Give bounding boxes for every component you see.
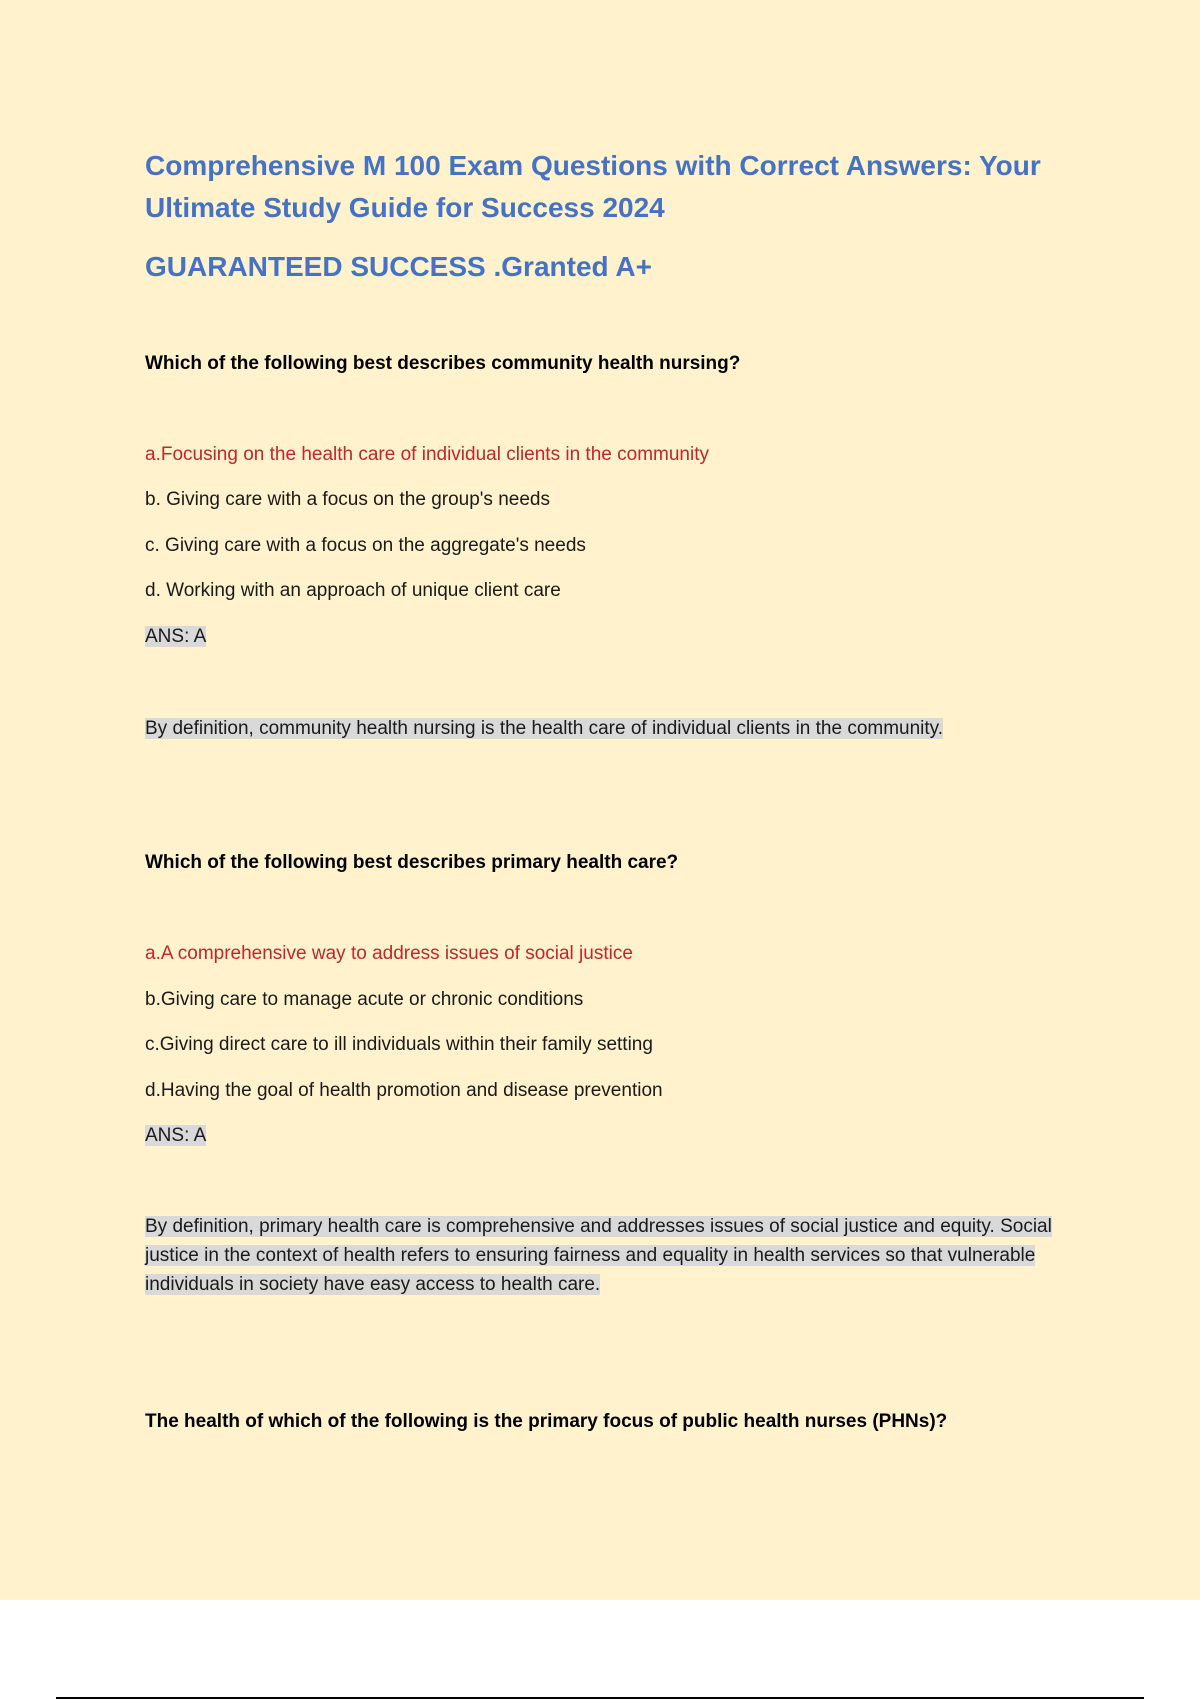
question-2-option-c: c.Giving direct care to ill individuals within their family setting — [145, 1034, 653, 1055]
question-1-answer-text: ANS: A — [145, 626, 207, 647]
question-2-answer-text: ANS: A — [145, 1125, 207, 1146]
question-2-answer — [145, 1123, 206, 1149]
question-1: Which of the following best describes community health nursing? — [145, 353, 741, 374]
question-1-option-b: b. Giving care with a focus on the group's needs — [145, 489, 550, 510]
question-1-rationale-text: By definition, community health nursing is the health care of individual clients in the community. — [145, 718, 944, 739]
question-1-rationale — [145, 714, 1075, 743]
question-1-answer — [145, 624, 206, 650]
document-subtitle: GUARANTEED SUCCESS .Granted A+ — [145, 251, 652, 282]
question-2-rationale-text: By definition, primary health care is comprehensive and addresses issues of social justice and equity. Social justice in the context of health refers to ensuring fairness and equality in health services so that vulnerable individuals in society have easy access to health care. — [145, 1216, 1052, 1295]
question-2-option-d: d.Having the goal of health promotion and disease prevention — [145, 1080, 663, 1101]
question-1-option-d: d. Working with an approach of unique client care — [145, 580, 561, 601]
question-1-option-a: a.Focusing on the health care of individual clients in the community — [145, 444, 709, 465]
document-title: Comprehensive M 100 Exam Questions with Correct Answers: Your Ultimate Study Guide for Success 2024 — [145, 150, 1041, 223]
question-2-option-a: a.A comprehensive way to address issues of social justice — [145, 943, 633, 964]
footer-rule — [56, 1697, 1144, 1699]
question-2-rationale — [145, 1212, 1075, 1299]
question-2-option-b: b.Giving care to manage acute or chronic conditions — [145, 989, 584, 1010]
question-3: The health of which of the following is the primary focus of public health nurses (PHNs)? — [145, 1411, 948, 1432]
question-1-option-c: c. Giving care with a focus on the aggregate's needs — [145, 535, 586, 556]
question-2: Which of the following best describes primary health care? — [145, 852, 679, 873]
